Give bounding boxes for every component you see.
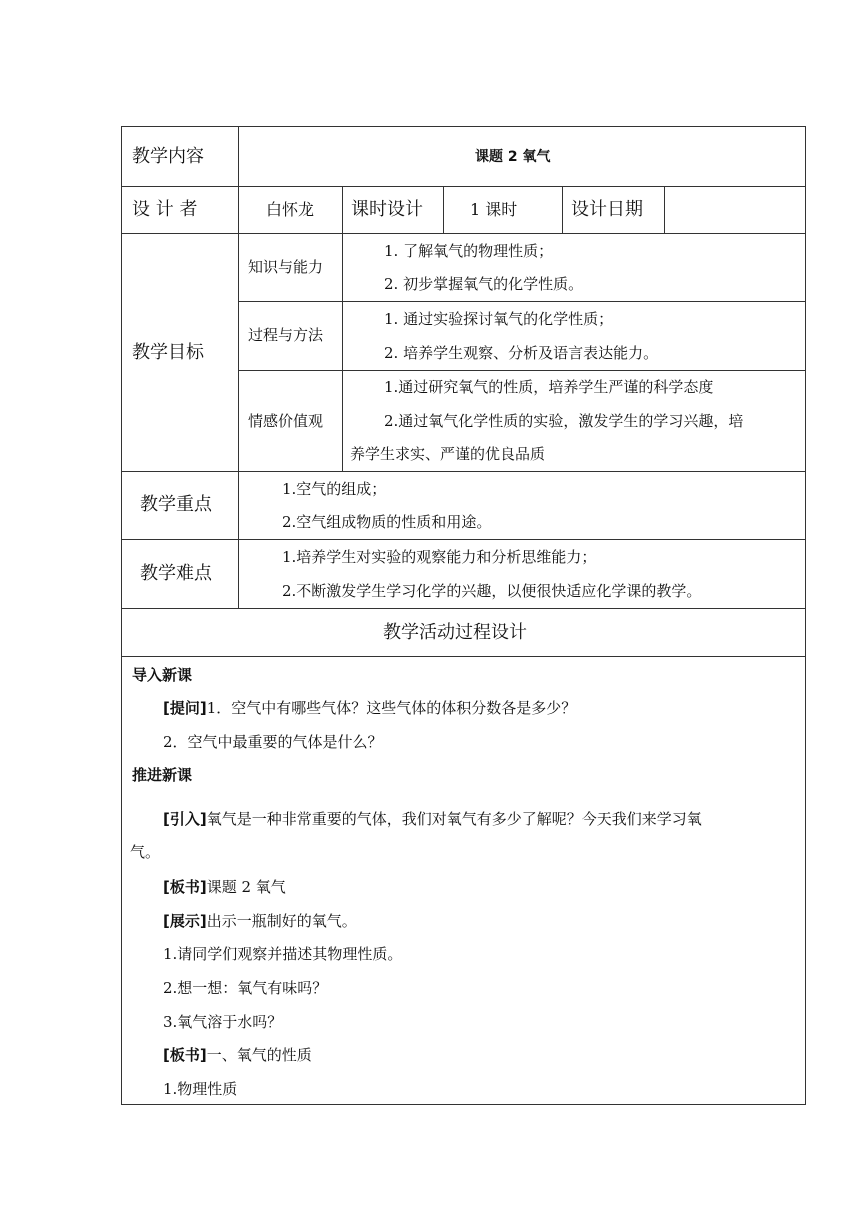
body-line: 2.想一想：氧气有味吗？	[163, 979, 328, 997]
show-line: 出示一瓶制好的氧气。	[206, 912, 357, 930]
difficulties-label: 教学难点	[140, 563, 212, 584]
lead-tag: [引入]	[163, 810, 207, 828]
body-line: 1.物理性质	[163, 1080, 238, 1098]
col-divider	[664, 186, 665, 233]
board-line: 课题 2 氧气	[206, 878, 286, 896]
intro-heading: 导入新课	[132, 666, 193, 684]
row-divider	[122, 233, 805, 234]
process-label: 过程与方法	[248, 326, 324, 344]
row-divider	[122, 608, 805, 609]
row-divider	[122, 186, 805, 187]
content-label: 教学内容	[132, 146, 204, 167]
difficulty-line: 1.培养学生对实验的观察能力和分析思维能力；	[282, 548, 597, 566]
show-tag: [展示]	[163, 912, 207, 930]
row-divider	[238, 370, 805, 371]
lead-line: 气。	[130, 843, 161, 861]
designer-label: 设 计 者	[132, 199, 198, 220]
process-line: 2. 培养学生观察、分析及语言表达能力。	[384, 344, 659, 362]
hours-label: 课时设计	[351, 199, 423, 220]
body-line: 3.氧气溶于水吗？	[163, 1013, 283, 1031]
row-divider	[122, 539, 805, 540]
row-divider	[238, 301, 805, 302]
process-line: 1. 通过实验探讨氧气的化学性质；	[384, 310, 614, 328]
lesson-title: 课题 2 氧气	[475, 149, 551, 165]
emotion-line: 1.通过研究氧气的性质，培养学生严谨的科学态度	[384, 378, 714, 396]
knowledge-label: 知识与能力	[248, 258, 324, 276]
question-line: 2．空气中最重要的气体是什么？	[163, 733, 383, 751]
row-divider	[122, 471, 805, 472]
col-divider	[342, 186, 343, 471]
emotion-line: 养学生求实、严谨的优良品质	[350, 445, 546, 463]
key-point-line: 2.空气组成物质的性质和用途。	[282, 513, 492, 531]
question-tag: [提问]	[163, 699, 207, 717]
difficulty-line: 2.不断激发学生学习化学的兴趣，以便很快适应化学课的教学。	[282, 582, 702, 600]
board-tag: [板书]	[163, 878, 207, 896]
lead-line: 氧气是一种非常重要的气体，我们对氧气有多少了解呢？今天我们来学习氧	[206, 810, 702, 828]
question-line: 1．空气中有哪些气体？这些气体的体积分数各是多少？	[206, 699, 577, 717]
key-points-label: 教学重点	[140, 494, 212, 515]
key-point-line: 1.空气的组成；	[282, 480, 387, 498]
designer-name: 白怀龙	[266, 200, 315, 219]
board-line: 一、氧气的性质	[206, 1046, 312, 1064]
emotion-label: 情感价值观	[248, 412, 324, 430]
date-label: 设计日期	[571, 199, 643, 220]
objectives-label: 教学目标	[132, 342, 204, 363]
knowledge-line: 1. 了解氧气的物理性质；	[384, 242, 554, 260]
hours-value: 1 课时	[470, 200, 518, 219]
advance-heading: 推进新课	[132, 766, 193, 784]
body-line: 1.请同学们观察并描述其物理性质。	[163, 945, 403, 963]
emotion-line: 2.通过氧气化学性质的实验，激发学生的学习兴趣，培	[384, 412, 744, 430]
lesson-plan-table	[121, 126, 806, 1105]
col-divider	[443, 186, 444, 233]
process-design-title: 教学活动过程设计	[383, 622, 527, 643]
col-divider	[238, 127, 239, 608]
knowledge-line: 2. 初步掌握氧气的化学性质。	[384, 275, 584, 293]
row-divider	[122, 656, 805, 657]
board-tag: [板书]	[163, 1046, 207, 1064]
col-divider	[562, 186, 563, 233]
